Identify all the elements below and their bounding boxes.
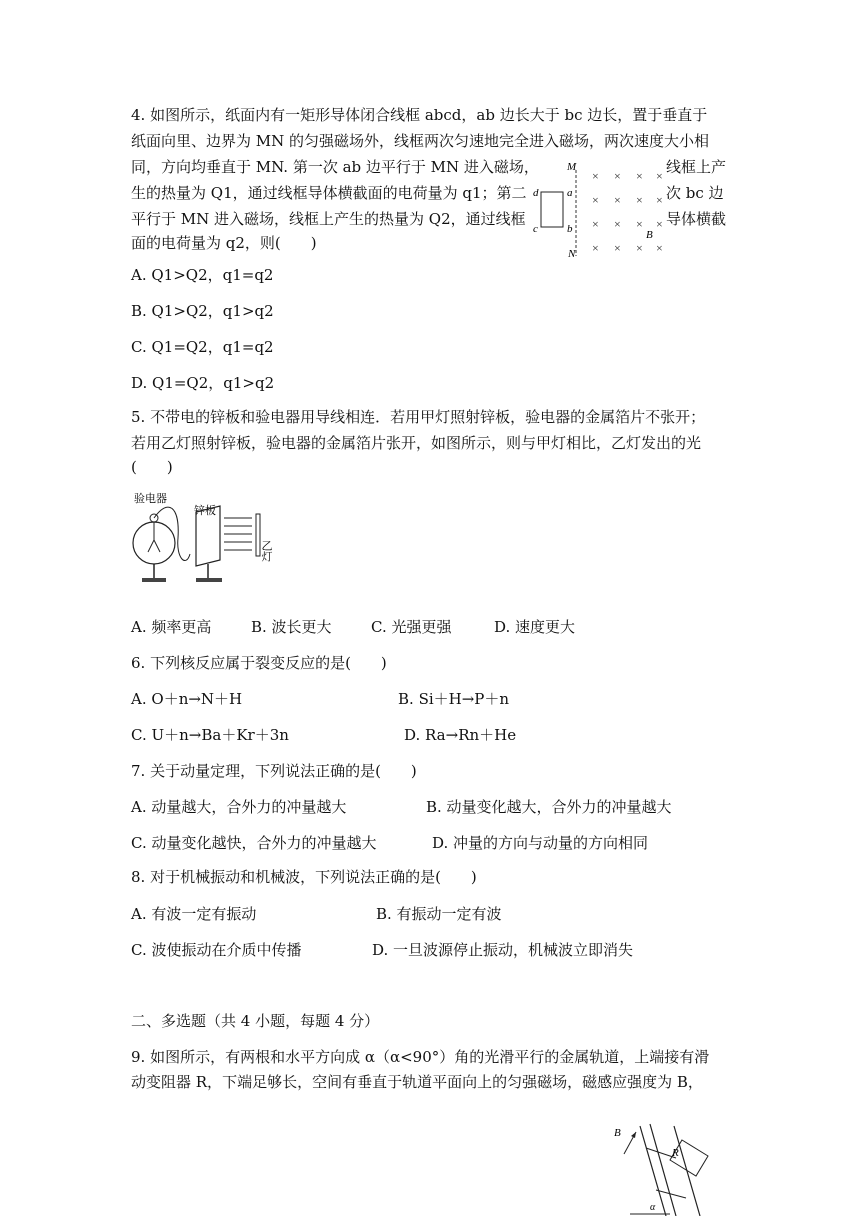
q5-electroscope-figure	[128, 488, 288, 592]
svg-text:×: ×	[614, 241, 621, 255]
label-B: B	[646, 229, 653, 241]
q4-option-d: D. Q1=Q2，q1>q2	[131, 374, 275, 392]
svg-text:×: ×	[614, 193, 621, 207]
q9-line-2: 动变阻器 R，下端足够长，空间有垂直于轨道平面向上的匀强磁场，磁感应强度为 B，	[131, 1073, 703, 1091]
wire-frame-rect	[541, 192, 563, 227]
q6-option-d-reaction: Ra→Rn＋He	[425, 726, 517, 744]
q4-option-a: A. Q1>Q2，q1=q2	[131, 266, 274, 284]
q4-line-3: 同，方向均垂直于 MN. 第一次 ab 边平行于 MN 进入磁场，	[131, 158, 539, 176]
q4-right-fragment-1: 线框上产	[666, 158, 727, 176]
svg-text:×: ×	[614, 217, 621, 231]
svg-text:×: ×	[636, 241, 643, 255]
svg-text:×: ×	[592, 169, 599, 183]
q5-option-a: A. 频率更高	[131, 618, 212, 636]
q5-line-2: 若用乙灯照射锌板，验电器的金属箔片张开，如图所示，则与甲灯相比，乙灯发出的光	[131, 434, 702, 452]
label-zinc-plate: 锌板	[194, 505, 216, 517]
label-c: c	[533, 223, 538, 235]
svg-text:×: ×	[656, 241, 663, 255]
label-b: b	[567, 223, 573, 235]
label-lamp: 乙灯	[260, 540, 272, 562]
svg-text:×: ×	[592, 241, 599, 255]
label-N: N	[568, 248, 576, 260]
q6-option-c-reaction: U＋n→Ba＋Kr＋3n	[151, 726, 289, 744]
q4-line-4: 生的热量为 Q1，通过线框导体横截面的电荷量为 q1；第二	[131, 184, 527, 202]
q4-right-fragment-2: 次 bc 边	[666, 184, 724, 202]
q8-option-b: B. 有振动一定有波	[376, 905, 502, 923]
q5-line-1: 5. 不带电的锌板和验电器用导线相连．若用甲灯照射锌板，验电器的金属箔片不张开；	[131, 408, 706, 426]
q7-option-a: A. 动量越大，合外力的冲量越大	[131, 798, 347, 816]
q7-stem: 7. 关于动量定理，下列说法正确的是( )	[131, 762, 417, 780]
svg-text:×: ×	[592, 193, 599, 207]
label-R: R	[672, 1147, 679, 1159]
section-2-title: 二、多选题（共 4 小题，每题 4 分）	[131, 1012, 380, 1030]
q7-option-d: D. 冲量的方向与动量的方向相同	[432, 834, 649, 852]
q5-option-c: C. 光强更强	[371, 618, 452, 636]
q9-line-1: 9. 如图所示，有两根和水平方向成 α（α<90°）角的光滑平行的金属轨道，上端接有滑	[131, 1048, 710, 1066]
label-a: a	[567, 187, 573, 199]
label-d: d	[533, 187, 539, 199]
label-alpha: α	[650, 1202, 656, 1213]
svg-text:×: ×	[636, 193, 643, 207]
q6-option-b: B. Si＋H→P＋n	[398, 690, 510, 708]
q6-option-c: C. U＋n→Ba＋Kr＋3n	[131, 726, 289, 744]
q4-line-2: 纸面向里、边界为 MN 的匀强磁场外，线框两次匀速地完全进入磁场，两次速度大小相	[131, 132, 710, 150]
q7-option-c: C. 动量变化越快，合外力的冲量越大	[131, 834, 377, 852]
svg-text:×: ×	[656, 193, 663, 207]
q4-right-fragment-3: 导体横截	[666, 210, 727, 228]
svg-text:×: ×	[636, 169, 643, 183]
q8-option-d: D. 一旦波源停止振动，机械波立即消失	[372, 941, 634, 959]
q6-option-b-reaction: Si＋H→P＋n	[418, 690, 510, 708]
label-electroscope: 验电器	[134, 493, 167, 505]
label-M: M	[567, 161, 577, 173]
q4-line-5: 平行于 MN 进入磁场，线框上产生的热量为 Q2，通过线框	[131, 210, 526, 228]
q6-option-a-reaction: O＋n→N＋H	[151, 690, 243, 708]
q4-option-c: C. Q1=Q2，q1=q2	[131, 338, 274, 356]
q4-line-1: 4. 如图所示，纸面内有一矩形导体闭合线框 abcd，ab 边长大于 bc 边长，置于垂直于	[131, 106, 708, 124]
q4-line-6: 面的电荷量为 q2，则( )	[131, 234, 317, 252]
svg-text:×: ×	[592, 217, 599, 231]
q8-option-c: C. 波使振动在介质中传播	[131, 941, 302, 959]
q7-option-b: B. 动量变化越大，合外力的冲量越大	[426, 798, 672, 816]
q5-option-b: B. 波长更大	[251, 618, 332, 636]
label-B: B	[614, 1127, 621, 1139]
q5-line-3: ( )	[131, 458, 173, 476]
q4-option-b: B. Q1>Q2，q1>q2	[131, 302, 274, 320]
svg-text:×: ×	[636, 217, 643, 231]
q9-rail-figure	[600, 1118, 724, 1216]
svg-text:×: ×	[656, 217, 663, 231]
q6-stem: 6. 下列核反应属于裂变反应的是( )	[131, 654, 387, 672]
q6-option-a: A. O＋n→N＋H	[131, 690, 243, 708]
field-crosses	[592, 169, 663, 255]
q8-stem: 8. 对于机械振动和机械波，下列说法正确的是( )	[131, 868, 477, 886]
q6-option-d: D. Ra→Rn＋He	[404, 726, 517, 744]
q4-magnetic-field-figure	[528, 156, 668, 260]
q5-option-d: D. 速度更大	[494, 618, 576, 636]
q8-option-a: A. 有波一定有振动	[131, 905, 257, 923]
svg-text:×: ×	[614, 169, 621, 183]
svg-text:×: ×	[656, 169, 663, 183]
